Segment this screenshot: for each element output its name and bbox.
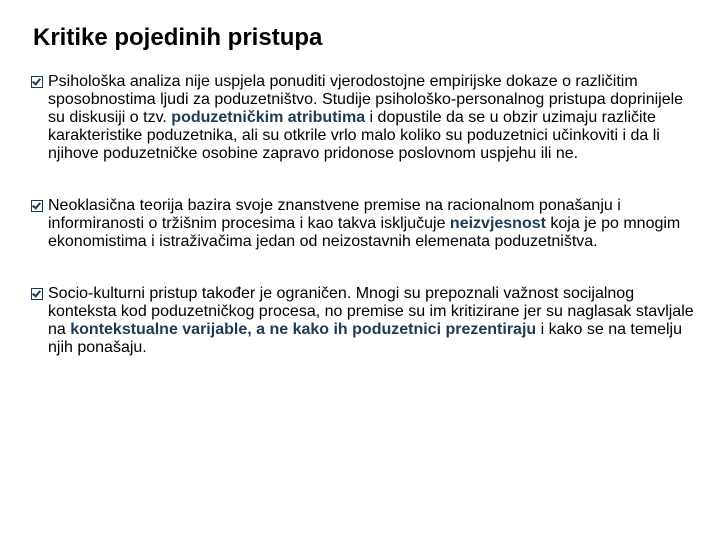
bullet-text: Neoklasična teorija bazira svoje znanstvene premise na racionalnom ponašanju i informiranosti o tržišnim procesima i kao takva isključuje xyxy=(48,197,621,232)
checkbox-icon xyxy=(31,288,43,300)
slide-title: Kritike pojedinih pristupa xyxy=(33,24,323,51)
bullet-item-sociocultural xyxy=(31,285,701,357)
bullet-text: i dopustile da se u obzir uzimaju različite karakteristike poduzetnika, ali su otkrile vrlo malo koliko su poduzetnici učinkoviti i da li njihove poduzetničke osobine zapravo pridonose poslovnom uspjehu ili ne. xyxy=(48,109,660,162)
bullet-highlight: neizvjesnost xyxy=(449,215,546,232)
bullet-highlight: poduzetničkim atributima xyxy=(171,109,366,126)
checkbox-icon xyxy=(31,200,43,212)
bullet-text: koja je po mnogim ekonomistima i istraživačima jedan od neizostavnih elemenata poduzetništva. xyxy=(48,215,681,250)
bullet-item-neoclassical xyxy=(31,197,701,251)
bullet-list xyxy=(31,73,701,357)
bullet-text: Socio-kulturni pristup također je ograničen. Mnogi su prepoznali važnost socijalnog konteksta kod poduzetničkog procesa, no premise su im kritizirane jer su naglasak stavljale na xyxy=(48,285,694,338)
bullet-item-psychological xyxy=(31,73,701,163)
checkbox-icon xyxy=(31,76,43,88)
bullet-text: i kako se na temelju njih ponašaju. xyxy=(48,321,683,356)
bullet-text: Psihološka analiza nije uspjela ponuditi vjerodostojne empirijske dokaze o različitim sposobnostima ljudi za poduzetništvo. Studije psihološko-personalnog pristupa doprinijele su diskusiji o tzv. xyxy=(48,73,684,126)
bullet-highlight: kontekstualne varijable, a ne kako ih poduzetnici prezentiraju xyxy=(70,321,537,338)
